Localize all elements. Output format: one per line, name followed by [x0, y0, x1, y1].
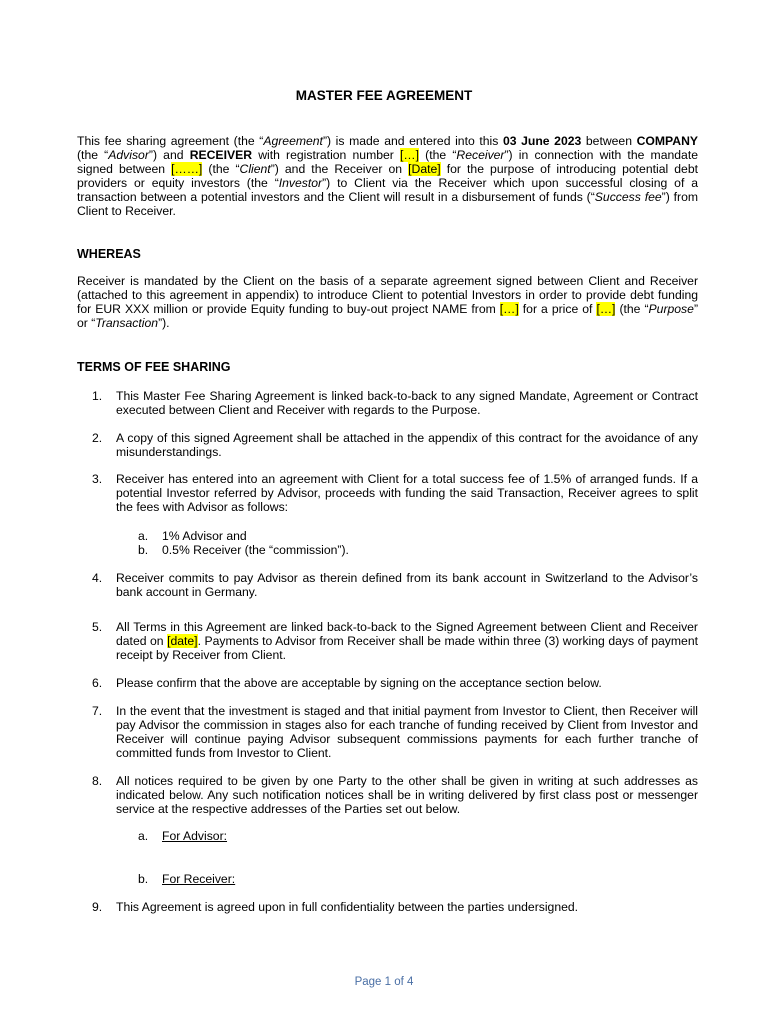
intro-paragraph: This fee sharing agreement (the “Agreement”) is made and entered into this 03 June 2023 between COMPANY (the “Advisor”) and RECEIVER with registration number […] (the “Receiver”) in connection with the mandate signed between [……] (the “Client”) and the Receiver on [Date] for the purpose of introducing potential debt providers or equity investors (the “Investor”) to Client via the Receiver which upon successful closing of a transaction between a potential investors and the Client will result in a disbursement of funds (“Success fee”) from Client to Receiver. — [77, 134, 699, 218]
whereas-heading: WHEREAS — [77, 247, 141, 261]
terms-heading: TERMS OF FEE SHARING — [77, 360, 231, 374]
placeholder-highlight: […] — [400, 148, 419, 162]
placeholder-highlight: [Date] — [408, 162, 441, 176]
whereas-paragraph: Receiver is mandated by the Client on the basis of a separate agreement signed between Client and Receiver (attached to this agreement in appendix) to introduce Client to potential Investors in order to provide debt funding for EUR XXX million or provide Equity funding to buy-out project NAME from […] for a price of […] (the “Purpose” or “Transaction”). — [77, 274, 698, 330]
placeholder-highlight: [……] — [171, 162, 203, 176]
placeholder-highlight: [date] — [167, 634, 198, 648]
placeholder-highlight: […] — [596, 302, 616, 316]
document-page: MASTER FEE AGREEMENT This fee sharing agreement (the “Agreement”) is made and entered into this 03 June 2023 between COMPANY (the “Advisor”) and RECEIVER with registration number […] (the “Receiver”) in connection with the mandate signed between [……] (the “Client”) and the Receiver on [Date] for the purpose of introducing potential debt providers or equity investors (the “Investor”) to Client via the Receiver which upon successful closing of a transaction between a potential investors and the Client will result in a disbursement of funds (“Success fee”) from Client to Receiver. WHEREAS Receiver is mandated by the Client on the basis of a separate agreement signed between Client and Receiver (attached to this agreement in appendix) to introduce Client to potential Investors in order to provide debt funding for EUR XXX million or provide Equity funding to buy-out project NAME from […] for a price of […] (the “Purpose” or “Transaction”). TERMS OF FEE SHARING 1. This Master Fee Sharing Agreement is linked back-to-back to any signed Mandate, Agreement or Contract executed between Client and Receiver with regards to the Purpose. 2. A copy of this signed Agreement shall be attached in the appendix of this contract for the avoidance of any misunderstandings. 3. Receiver has entered into an agreement with Client for a total success fee of 1.5% of arranged funds. If a potential Investor referred by Advisor, proceeds with funding the said Transaction, Receiver agrees to split the fees with Advisor as follows: a. 1% Advisor and b. 0.5% Receiver (the “commission”). 4. Receiver commits to pay Advisor as therein defined from its bank account in Switzerland to the Advisor’s bank account in Germany. 5. All Terms in this Agreement are linked back-to-back to the Signed Agreement between Client and Receiver dated on [date]. Payments to Advisor from Receiver shall be made within three (3) working days of payment receipt by Receiver from Client. 6. Please confirm that the above are acceptable by signing on the acceptance section below. 7. In the event that the investment is staged and that initial payment from Investor to Client, then Receiver will pay Advisor the commission in stages also for each tranche of funding received by Client from Investor and Receiver will continue paying Advisor subsequent commissions payments for each further tranche of committed funds from Investor to Client. 8. All notices required to be given by one Party to the other shall be given in writing at such addresses as indicated below. Any such notification notices shall be in writing delivered by first class post or messenger service at the respective addresses of the Parties set out below. a. For Advisor: b. For Receiver: 9. This Agreement is agreed upon in full confidentiality between the parties undersigned. Page 1 of 4 — [0, 0, 768, 1024]
page-number: Page 1 of 4 — [354, 976, 414, 988]
document-title: MASTER FEE AGREEMENT — [295, 88, 473, 103]
placeholder-highlight: […] — [499, 302, 519, 316]
